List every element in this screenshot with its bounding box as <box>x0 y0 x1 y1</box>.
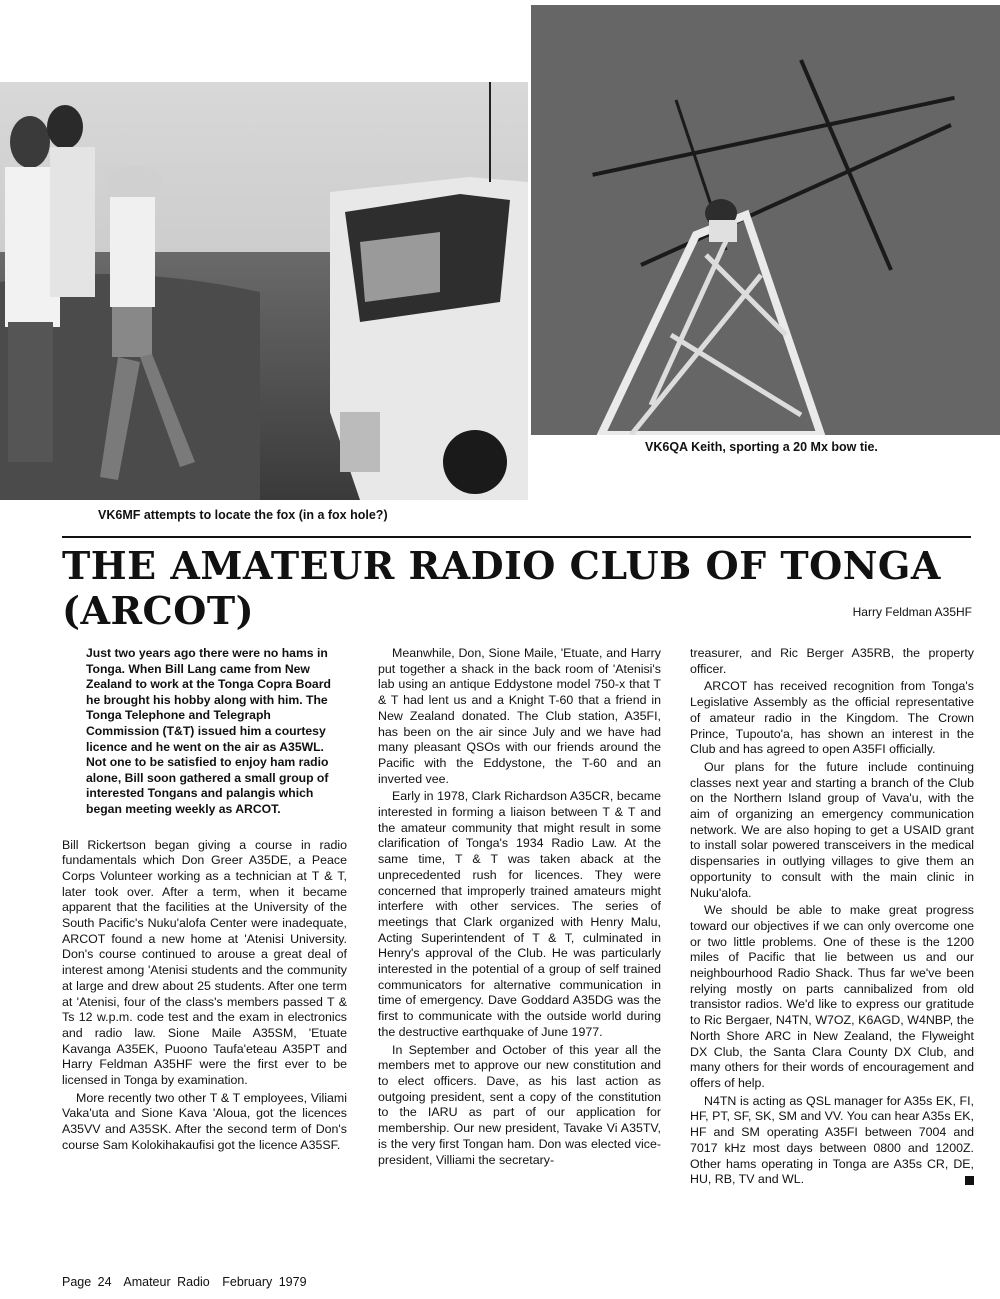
photo-antenna-tower <box>531 5 1000 435</box>
body-paragraph: In September and October of this year all the members met to approve our new constitution and to elect officers. Dave, as his last action as outgoing president, sent a copy of the constitution to the IARU as part of our application for membership. Our new president, Tavake Vi A35TV, is the very first Tongan ham. Don was elected vice-president, Villiami the secretary- <box>378 1042 661 1167</box>
last-paragraph-text: N4TN is acting as QSL manager for A35s EK, FI, HF, PT, SF, SK, SM and VV. You can hear A35s EK, HF and SM operating A35FI between 7004 and 7017 kHz most days between 0800 and 1200Z. Other hams operating in Tonga are A35s CR, DE, HU, RB, TV and WL. <box>690 1093 974 1187</box>
footer-magazine: Amateur Radio <box>123 1275 210 1289</box>
caption-antenna: VK6QA Keith, sporting a 20 Mx bow tie. <box>645 440 878 454</box>
end-of-article-mark <box>965 1176 974 1185</box>
body-paragraph: Early in 1978, Clark Richardson A35CR, became interested in forming a liaison between T & T and the amateur community that might result in some clarification of Tonga's 1934 Radio Law. At the same time, T & T was taken aback at the unprecedented rush for licences. They were concerned that improperly trained amateurs might interfere with other services. The series of meetings that Clark organized with Henry Malu, Acting Superintendent of T & T, culminated in Henry's approval of the Club. He was particularly interested in the potential of a group of self trained communicators for alternative communication in time of emergency. Dave Goddard A35DG was the first to communicate with the outside world during the destructive earthquake of June 1977. <box>378 789 661 1039</box>
article-column-2 <box>378 646 661 1170</box>
lead-paragraph: Just two years ago there were no hams in Tonga. When Bill Lang came from New Zealand to work at the Tonga Copra Board he brought his hobby along with him. The Tonga Telephone and Telegraph Commission (T&T) issued him a courtesy licence and he went on the air as A35WL. Not one to be satisfied to enjoy ham radio alone, Bill soon gathered a small group of interested Tongans and palangis which began meeting weekly as ARCOT. <box>86 646 331 816</box>
article-column-3 <box>690 646 974 1190</box>
article-title-line2: (ARCOT) <box>62 588 255 633</box>
footer-page-number: Page 24 <box>62 1275 112 1289</box>
body-paragraph: Meanwhile, Don, Sione Maile, 'Etuate, and Harry put together a shack in the back room of 'Atenisi's lab using an antique Eddystone model 750-x that T & T had lent us and a Knight T-60 that a friend in New Zealand donated. The Club station, A35FI, has been on the air since July and we have had many pleasant QSOs with our friends around the Pacific with the Eddystone, the T-60 and an inverted vee. <box>378 646 661 786</box>
page-footer <box>62 1275 313 1289</box>
photo-fox-hunt <box>0 82 528 500</box>
author-byline: Harry Feldman A35HF <box>852 605 972 619</box>
body-paragraph: treasurer, and Ric Berger A35RB, the property officer. <box>690 646 974 676</box>
body-paragraph: ARCOT has received recognition from Tonga's Legislative Assembly as the official representative of amateur radio in the Kingdom. The Crown Prince, Tupouto'a, has shown an interest in the Club and has agreed to open A35FI officially. <box>690 679 974 757</box>
title-rule <box>62 536 971 538</box>
body-paragraph: More recently two other T & T employees, Viliami Vaka'uta and Sione Kava 'Aloua, got the licences A35VV and A35SK. After the second term of Don's course Sam Kolokihakaufisi got the licence A35SF. <box>62 1090 347 1152</box>
footer-date: February 1979 <box>222 1275 307 1289</box>
article-title-line1: THE AMATEUR RADIO CLUB OF TONGA <box>62 543 941 588</box>
article-column-1 <box>62 646 347 1156</box>
caption-fox-hunt: VK6MF attempts to locate the fox (in a fox hole?) <box>98 508 388 522</box>
body-paragraph: We should be able to make great progress toward our objectives if we can only overcome one or two little problems. One of these is the 1200 miles of Pacific that lie between us and our neighbourhood Radio Shack. Thus far we've been relying mostly on parts cannibalized from old transistor radios. We'd like to express our gratitude to Ric Bergaer, N4TN, W7OZ, K6AGD, W4NBP, the North Shore ARC in New Zealand, the Flyweight DX Club, the Santa Clara County DX Club, and many others for their words of encouragement and offers of help. <box>690 903 974 1090</box>
body-paragraph: Bill Rickertson began giving a course in radio fundamentals which Don Greer A35DE, a Peace Corps Volunteer working as a technician at T & T, later took over. After a term, when it became apparent that the facilities at the University of the South Pacific's Nuku'alofa Center were inadequate, ARCOT found a new home at 'Atenisi University. Don's course continued to arouse a great deal of interest among 'Atenisi students and the community at large and drew about 25 students. After one term at 'Atenisi, four of the class's members passed T & Ts 12 w.p.m. code test and the exam in electronics and radio law. Sione Maile A35SM, 'Etuate Kavanga A35EK, Puoono Taufa'eteau A35PT and Harry Feldman A35HF were the first ever to be licensed in Tonga by examination. <box>62 837 347 1088</box>
body-paragraph <box>690 1094 974 1188</box>
body-paragraph: Our plans for the future include continuing classes next year and starting a branch of the Club on the Northern Island group of Vava'u, with the aim of organizing an emergency communication network. We are also hoping to get a USAID grant to install solar powered transceivers in the medical dispensaries in outlying villages to give them an opportunity to consult with the main clinic in Nuku'alofa. <box>690 759 974 900</box>
